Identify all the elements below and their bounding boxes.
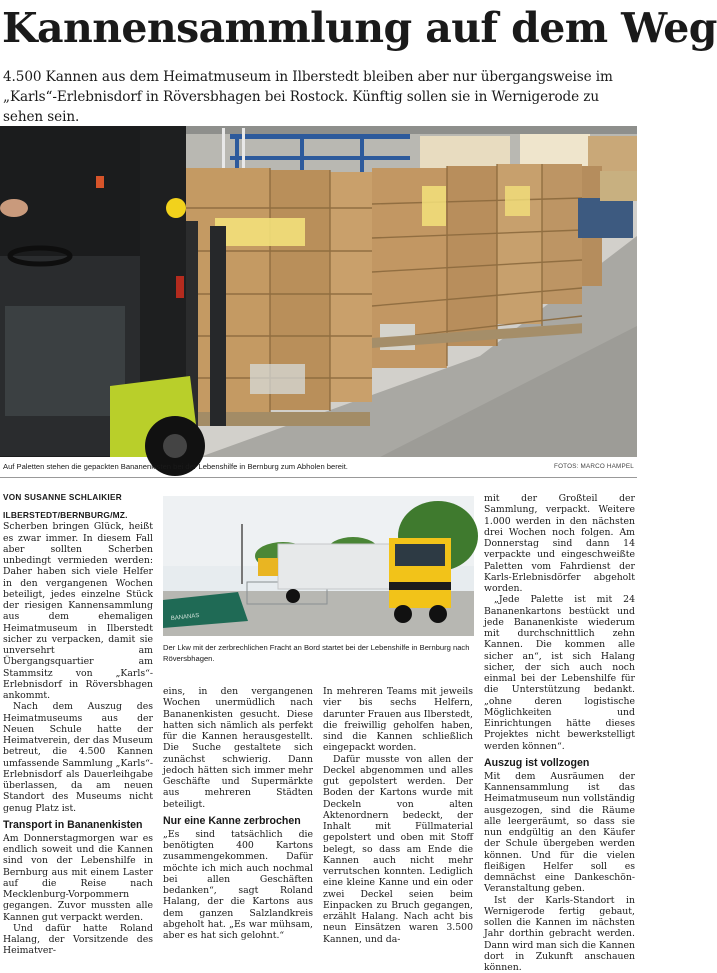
main-photo-pallets-forklift (0, 126, 637, 457)
lede: 4.500 Kannen aus dem Heimatmuseum in Ilberstedt bleiben aber nur übergangsweise im „Karls“-Erlebnisdorf in Röversbhagen bei Rostock. Künftig sollen sie in Wernigerode zu sehen sein. (3, 67, 635, 127)
paragraph: Am Donnerstagmorgen war es endlich soweit und die Kannen sind von der Lebenshilfe in Bernburg aus mit einem Laster auf die Reise nach Mecklenburg-Vorpommern gegangen. Zuvor mussten alle Kannen gut verpackt werden. (3, 833, 153, 923)
paragraph: „Jede Palette ist mit 24 Bananenkartons bestückt und jede Bananenkiste wiederum mit durchschnittlich zehn Kannen. Die kommen alle sicher an“, ist sich Halang sicher, der sich auch noch einmal bei der Lebenshilfe für die Unterstützung bedankt. „ohne deren logistische Möglichkeiten und Einrichtungen hätte dieses Projektes nicht bewerkstelligt werden können“. (484, 594, 635, 752)
paragraph: Mit dem Ausräumen der Kannensammlung ist das Heimatmuseum nun vollständig ausgezogen, sind die Räume alle leergeräumt, so dass sie nun endgültig an den Käufer der Schule übergeben werden können. Und für die vielen fleißigen Helfer soll es demnächst eine Dankeschön-Veranstaltung geben. (484, 771, 635, 895)
main-photo-caption: Auf Paletten stehen die gepackten Bananenkisten bei der Lebenshilfe in Bernburg zum Abholen bereit. (3, 461, 463, 472)
dateline: ILBERSTEDT/BERNBURG/MZ. (3, 510, 128, 520)
paragraph: Scherben bringen Glück, heißt es zwar immer. In diesem Fall aber sollten Scherben unbedingt vermieden werden: Daher haben sich viele Helfer in den vergangenen Wochen beteiligt, jedes einzelne Stück der riesigen Kannensammlung aus dem ehemaligen Heimatmuseum in Ilberstedt sicher zu verpacken, damit sie unversehrt am Übergangsquartier am Stammsitz von „Karls“-Erlebnisdorf in Röversbhagen ankommt. (3, 521, 153, 701)
divider (0, 477, 637, 478)
paragraph: „Es sind tatsächlich die benötigten 400 Kartons zusammengekommen. Dafür möchte ich mich auch nochmal bei allen Geschäften bedanken“, sagt Roland Halang, der die Kartons aus dem ganzen Salzlandkreis abgeholt hat. „Es war mühsam, aber es hat sich gelohnt.“ (163, 829, 313, 942)
paragraph: Dafür musste von allen der Deckel abgenommen und alles gut gepolstert werden. Der Boden der Kartons wurde mit Deckeln von alten Aktenordnern bedeckt, der Inhalt mit Füllmaterial gepolstert und oben mit Stoff belegt, so dass am Ende die Kannen auch nicht mehr verrutschen konnten. Lediglich eine kleine Kanne und ein oder zwei Deckel seien beim Einpacken zu Bruch gegangen, erzählt Halang. Nach acht bis neun Einsätzen waren 3.500 Kannen, und da- (323, 754, 473, 945)
byline: VON SUSANNE SCHLAIKIER (3, 493, 122, 502)
paragraph: In mehreren Teams mit jeweils vier bis sechs Helfern, darunter Frauen aus Ilberstedt, die freiwillig geholfen haben, sind die Kannen schließlich eingepackt worden. (323, 686, 473, 754)
headline: Kannensammlung auf dem Weg (2, 0, 636, 56)
truck-photo-box-label: BANANAS (171, 613, 200, 622)
column-4 (484, 493, 635, 973)
paragraph: Nach dem Auszug des Heimatmuseums aus der Neuen Schule hatte der Heimatverein, der das Museum betreut, die 4.500 Kannen umfassende Sammlung „Karls“-Erlebnisdorf als Dauerleihgabe überlassen, da am neuen Standort des Museums nicht genug Platz ist. (3, 701, 153, 814)
paragraph: mit der Großteil der Sammlung, verpackt. Weitere 1.000 werden in den nächsten drei Wochen noch folgen. Am Donnerstag sind dann 14 verpackte und eingeschweißte Paletten vom Fahrdienst der Karls-Erlebnisdörfer abgeholt worden. (484, 493, 635, 594)
column-3 (323, 686, 473, 945)
subheading: Auszug ist vollzogen (484, 757, 635, 770)
paragraph: Und dafür hatte Roland Halang, der Vorsitzende des Heimatver- (3, 923, 153, 957)
paragraph: eins, in den vergangenen Wochen unermüdlich nach Bananenkisten gesucht. Diese hatten sich nämlich als perfekt für die Kannen herausgestellt. Die Suche gestaltete sich zunächst schwierig. Dann jedoch hätten sich immer mehr Geschäfte und Supermärkte aus mehreren Städten beteiligt. (163, 686, 313, 810)
column-2 (163, 686, 313, 941)
truck-photo (163, 496, 474, 636)
subheading: Transport in Bananenkisten (3, 819, 153, 832)
subheading: Nur eine Kanne zerbrochen (163, 815, 313, 828)
column-1 (3, 510, 153, 957)
truck-photo-caption: Der Lkw mit der zerbrechlichen Fracht an Bord startet bei der Lebenshilfe in Bernburg nach Röversbhagen. (163, 643, 474, 664)
paragraph: Ist der Karls-Standort in Wernigerode fertig gebaut, sollen die Kannen im nächsten Jahr dorthin gebracht werden. Dann wird man sich die Kannen dort in Zukunft anschauen können. (484, 895, 635, 973)
photo-credit: FOTOS: MARCO HAMPEL (554, 462, 634, 472)
